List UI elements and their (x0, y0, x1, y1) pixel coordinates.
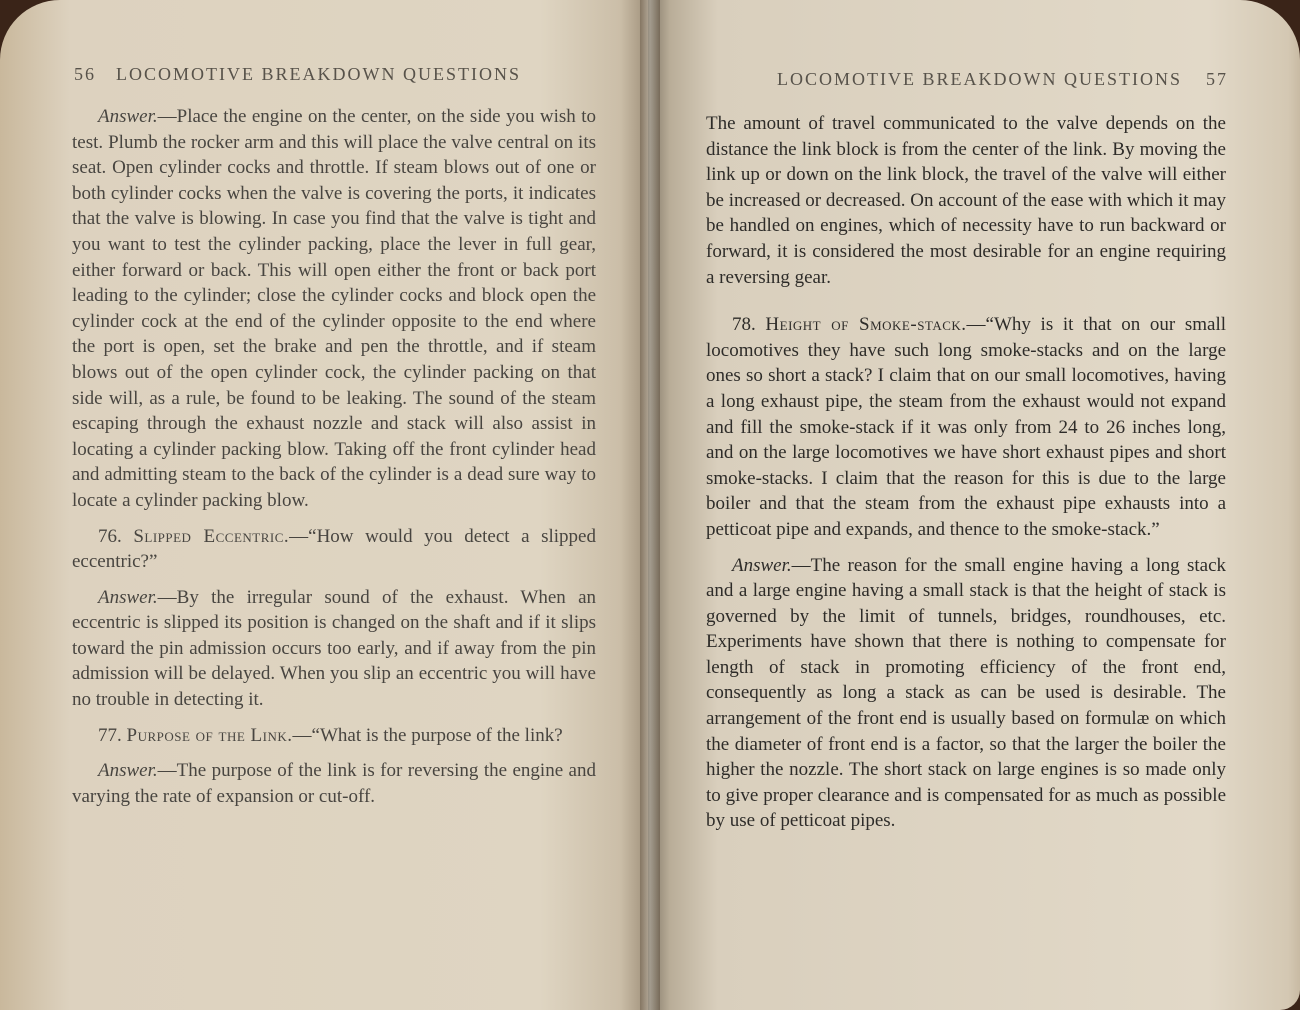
left-page (0, 0, 648, 1010)
answer-lead: Answer. (98, 106, 158, 127)
answer-lead: Answer. (98, 760, 158, 782)
right-page (648, 0, 1300, 1010)
question-heading: Height of Smoke-stack. (765, 314, 967, 336)
answer-paragraph (706, 553, 1226, 835)
question-text: —“Why is it that on our small locomotives they have such long smoke-stacks and on the large ones so short a stack? I claim that on our small locomotives, having a long exhaust pipe, the steam from the exhaust would not expand and fill the smoke-stack if it was only from 24 to 26 inches long, and on the large locomotives we have short exhaust pipes and short smoke-stacks. I claim that the reason for this is due to the large boiler and that the steam from the exhaust pipe exhausts into a petticoat pipe and expands, and thence to the smoke-stack.” (706, 314, 1227, 540)
question-number: 76. (98, 525, 122, 547)
left-running-head-title: LOCOMOTIVE BREAKDOWN QUESTIONS (116, 64, 521, 84)
question-number: 77. (98, 724, 122, 746)
question-paragraph-77 (72, 723, 596, 749)
answer-text: —By the irregular sound of the exhaust. When an eccentric is slipped its position is changed on the shaft and if it slips toward the pin admission occurs too early, and if away from the pin admission will be delayed. When you slip an eccentric you will have no trouble in detecting it. (72, 586, 596, 711)
right-running-head-title: LOCOMOTIVE BREAKDOWN QUESTIONS (777, 69, 1182, 89)
answer-text: —The purpose of the link is for reversing the engine and varying the rate of expansion or cut-off. (72, 760, 596, 807)
question-heading: Slipped Eccentric. (133, 525, 290, 547)
question-text: —“How would you detect a slipped eccentric?” (72, 525, 596, 573)
continued-paragraph: The amount of travel communicated to the valve depends on the distance the link block is from the center of the link. By moving the link up or down on the link block, the travel of the valve will either be increased or decreased. On account of the ease with which it may be handled on engines, which of necessity have to run backward or forward, it is considered the most desirable for an engine requiring a reversing gear. (706, 113, 1226, 288)
right-running-head (758, 69, 1228, 93)
question-heading: Purpose of the Link. (126, 724, 293, 746)
answer-paragraph (72, 758, 596, 809)
question-number: 78. (732, 314, 756, 336)
book-gutter (640, 0, 660, 1010)
left-page-number: 56 (74, 64, 96, 84)
left-running-head (74, 64, 574, 88)
answer-lead: Answer. (732, 554, 792, 576)
answer-paragraph (72, 104, 596, 514)
question-paragraph-78 (706, 312, 1226, 542)
answer-paragraph (72, 585, 596, 713)
answer-lead: Answer. (98, 586, 158, 608)
answer-text: —Place the engine on the center, on the side you wish to test. Plumb the rocker arm and this will place the valve central on its seat. Open cylinder cocks and throttle. If steam blows out of one or both cylinder cocks when the valve is covering the ports, it indicates that the valve is blowing. In case you find that the valve is tight and you want to test the cylinder packing, place the lever in full gear, either forward or back. This will open either the front or back port leading to the cylinder; close the cylinder cocks and block open the cylinder cock at the end of the cylinder opposite to the end where the port is open, set the brake and pen the throttle, and if steam blows out of the open cylinder cock, the cylinder packing on that side will, as a rule, be found to be leaking. The sound of the steam escaping through the exhaust nozzle and stack will also assist in locating a cylinder packing blow. Taking off the front cylinder head and admitting steam to the back of the cylinder is a dead sure way to locate a cylinder packing blow. (72, 106, 596, 511)
left-page-body (72, 104, 596, 809)
question-text: —“What is the purpose of the link? (292, 724, 563, 746)
right-page-number: 57 (1206, 69, 1228, 89)
question-paragraph-76 (72, 524, 596, 575)
right-page-body (706, 111, 1226, 834)
answer-text: —The reason for the small engine having a long stack and a large engine having a small stack is that the height of stack is governed by the limit of tunnels, bridges, roundhouses, etc. Experiments have shown that there is nothing to compensate for length of stack in promoting efficiency of the front end, consequently as long a stack as can be used is desirable. The arrangement of the front end is usually based on formulæ on which the diameter of front end is a factor, so that the larger the boiler the higher the nozzle. The short stack on large engines is so made only to give proper clearance and is compensated for as much as possible by use of petticoat pipes. (706, 554, 1226, 832)
